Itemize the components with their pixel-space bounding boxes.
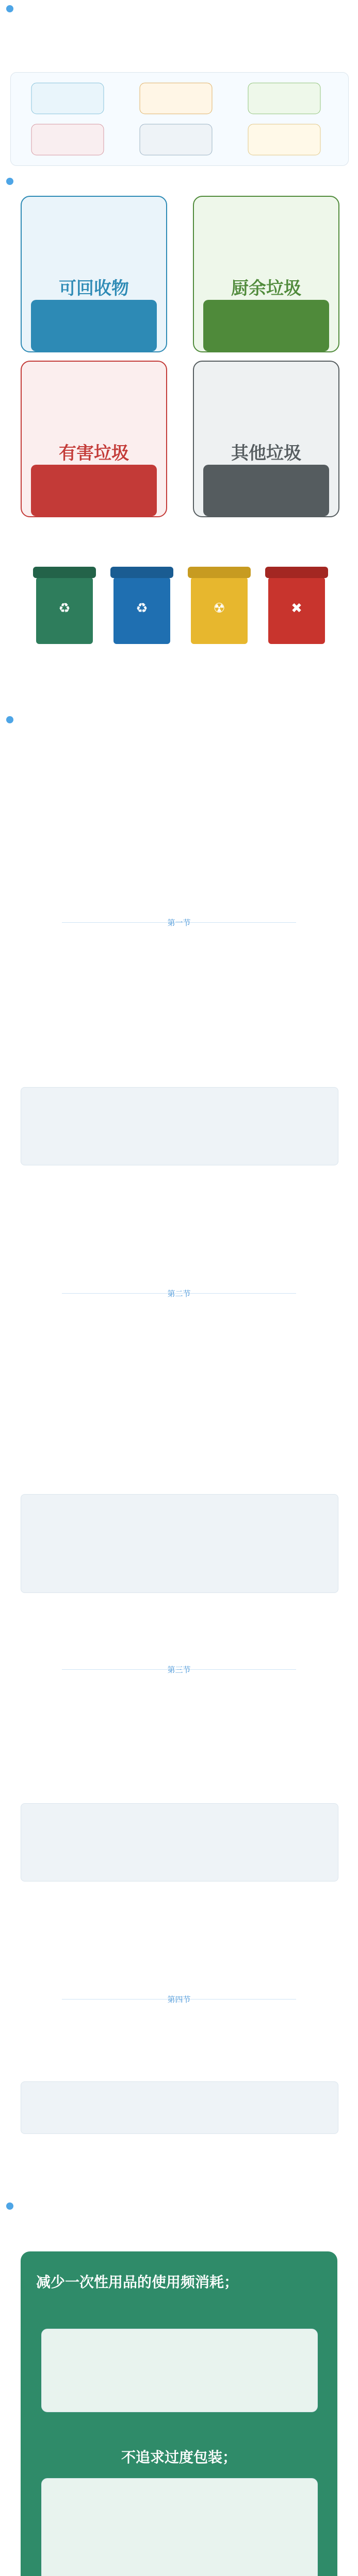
example-image [21, 1494, 338, 1593]
card-desc [203, 300, 329, 351]
bin-lid [188, 567, 251, 578]
intro-text [14, 19, 344, 70]
tip-image [41, 2329, 318, 2412]
tips-title [6, 2202, 17, 2210]
bullet-icon [6, 178, 13, 185]
bin-blue [113, 577, 170, 644]
bin-lid [33, 567, 96, 578]
bin-lid [265, 567, 328, 578]
bin-lid [110, 567, 173, 578]
card-hazardous [21, 361, 167, 517]
card-other [193, 361, 339, 517]
card-label: 有害垃圾 [59, 444, 129, 463]
divider-title: 第四节 [167, 1995, 191, 2004]
bins-title [6, 716, 17, 723]
card-desc [203, 465, 329, 516]
card-label: 厨余垃圾 [231, 279, 301, 298]
intro-illustration [10, 72, 349, 166]
card-label: 其他垃圾 [231, 444, 301, 463]
example-image [21, 2081, 338, 2134]
card-desc [31, 465, 157, 516]
divider-title: 第二节 [167, 1290, 191, 1298]
divider-title: 第三节 [167, 1666, 191, 1674]
recycle-icon: ♻ [136, 600, 148, 616]
cross-icon: ✖ [291, 600, 302, 616]
example-image [21, 1803, 338, 1882]
divider-title: 第一节 [167, 919, 191, 927]
bin-yellow [191, 577, 248, 644]
classification-title [6, 178, 17, 185]
card-desc [31, 300, 157, 351]
tip-banner: 不追求过度包装； [121, 2449, 237, 2465]
bin-green [36, 577, 93, 644]
bullet-icon [6, 716, 13, 723]
bullet-icon [6, 5, 13, 12]
intro-title [6, 5, 17, 12]
tip-banner: 减少一次性用品的使用频消耗； [36, 2274, 239, 2290]
example-image [21, 1087, 338, 1165]
card-kitchen [193, 196, 339, 352]
tips-panel [21, 2251, 337, 2576]
hazard-icon: ☢ [213, 600, 225, 616]
bin-red [268, 577, 325, 644]
bullet-icon [6, 2202, 13, 2210]
illustration-svg [11, 73, 348, 165]
recycle-icon: ♻ [58, 600, 71, 616]
tip-image [41, 2478, 318, 2576]
card-recyclable [21, 196, 167, 352]
card-label: 可回收物 [59, 279, 129, 298]
